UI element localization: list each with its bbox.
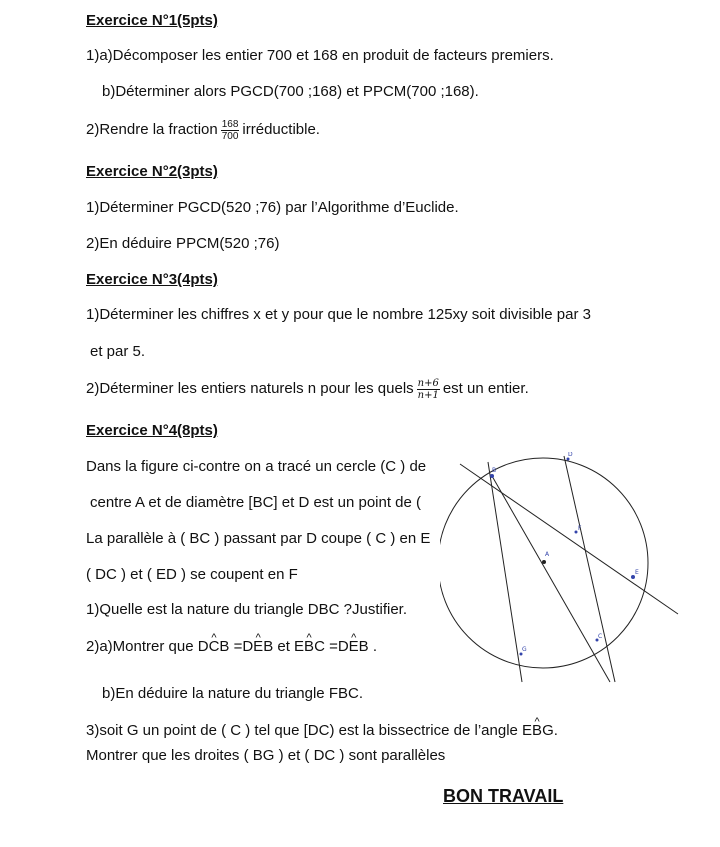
exercise-1-question-2 bbox=[86, 115, 320, 145]
angle-vertex: ^ B bbox=[532, 722, 542, 740]
exercise-2-question-2: 2)En déduire PPCM(520 ;76) bbox=[86, 235, 280, 252]
label-g: G bbox=[522, 646, 527, 653]
angle-vertex: ^ C bbox=[209, 638, 220, 656]
question-text: 2)Rendre la fraction bbox=[86, 121, 218, 138]
exercise-3-question-1-line-1: 1)Déterminer les chiffres x et y pour que le nombre 125xy soit divisible par 3 bbox=[86, 306, 591, 323]
point-b bbox=[490, 474, 494, 478]
line-b-to-d bbox=[492, 476, 610, 682]
fraction-168-700 bbox=[221, 119, 240, 142]
fraction-numerator: n+6 bbox=[417, 377, 439, 389]
text-part: B =D bbox=[219, 638, 254, 655]
label-a: A bbox=[545, 551, 550, 558]
label-e: E bbox=[635, 569, 639, 576]
exercise-1-question-1a: 1)a)Décomposer les entier 700 et 168 en produit de facteurs premiers. bbox=[86, 47, 554, 64]
question-text: 2)Déterminer les entiers naturels n pour les quels bbox=[86, 380, 414, 397]
exercise-4-question-2b: b)En déduire la nature du triangle FBC. bbox=[102, 685, 363, 702]
exercise-3-question-1-line-2: et par 5. bbox=[90, 343, 146, 360]
label-b: B bbox=[492, 467, 497, 474]
fraction-denominator: n+1 bbox=[417, 389, 439, 401]
label-d: D bbox=[568, 452, 573, 458]
text-part: B . bbox=[358, 638, 378, 655]
text-part: B et E bbox=[263, 638, 305, 655]
exercise-4-question-3-line-2: Montrer que les droites ( BG ) et ( DC ) sont parallèles bbox=[86, 747, 446, 764]
fraction-numerator: 168 bbox=[221, 118, 239, 130]
exercise-2-question-1: 1)Déterminer PGCD(520 ;76) par l’Algorithme d’Euclide. bbox=[86, 199, 459, 216]
exercise-4-intro-line-1: Dans la figure ci-contre on a tracé un cercle (C ) de bbox=[86, 458, 427, 475]
exercise-4-question-3-line-1 bbox=[86, 722, 558, 740]
exercise-4-intro-line-3: La parallèle à ( BC ) passant par D coupe ( C ) en E bbox=[86, 530, 431, 547]
question-text: irréductible. bbox=[242, 121, 320, 138]
exercise-2-title: Exercice N°2(3pts) bbox=[86, 163, 218, 180]
exercise-4-intro-line-2: centre A et de diamètre [BC] et D est un point de ( bbox=[90, 494, 422, 511]
question-text: est un entier. bbox=[442, 380, 529, 397]
geometry-figure bbox=[440, 452, 690, 687]
angle-vertex: ^ E bbox=[253, 638, 263, 656]
text-part: G. bbox=[542, 722, 558, 739]
exercise-3-title: Exercice N°3(4pts) bbox=[86, 271, 218, 288]
fraction-denominator: 700 bbox=[221, 130, 239, 142]
text-part: 2)a)Montrer que D bbox=[86, 638, 209, 655]
text-part: C =D bbox=[314, 638, 349, 655]
label-c: C bbox=[598, 633, 603, 640]
footer-bon-travail: BON TRAVAIL bbox=[443, 786, 564, 806]
exercise-1-question-1b: b)Déterminer alors PGCD(700 ;168) et PPCM(700 ;168). bbox=[102, 83, 479, 100]
exercise-4-intro-line-4: ( DC ) et ( ED ) se coupent en F bbox=[86, 566, 298, 583]
exercise-3-question-2 bbox=[86, 374, 529, 404]
fraction-n6-n1 bbox=[417, 378, 440, 401]
exercise-4-title: Exercice N°4(8pts) bbox=[86, 422, 218, 439]
angle-vertex: ^ B bbox=[304, 638, 314, 656]
angle-vertex: ^ E bbox=[349, 638, 359, 656]
exercise-4-question-1: 1)Quelle est la nature du triangle DBC ?Justifier. bbox=[86, 601, 407, 618]
point-a bbox=[542, 560, 546, 564]
exercise-1-title: Exercice N°1(5pts) bbox=[86, 12, 218, 29]
figure-points bbox=[490, 458, 635, 656]
text-part: 3)soit G un point de ( C ) tel que [DC) est la bissectrice de l’angle E bbox=[86, 722, 533, 739]
line-through-d bbox=[564, 456, 615, 682]
label-f: F bbox=[578, 525, 582, 532]
exercise-4-question-2a bbox=[86, 638, 377, 656]
